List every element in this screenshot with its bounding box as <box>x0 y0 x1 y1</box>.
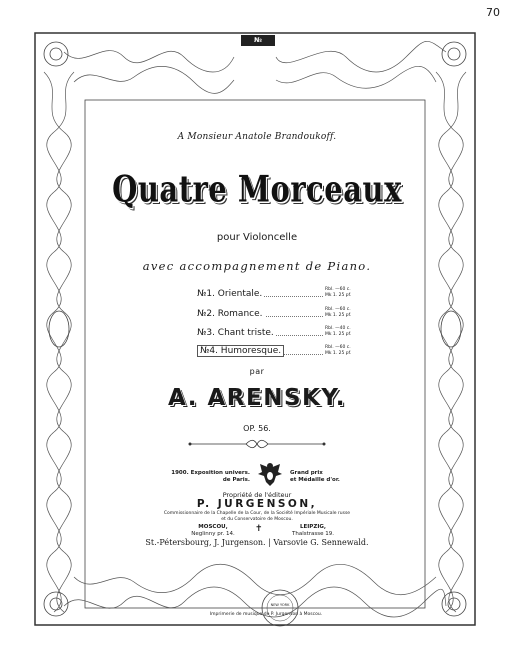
piece-name: №3. Chant triste. <box>197 328 274 338</box>
piece-item <box>197 287 357 303</box>
ornamental-divider <box>186 439 328 449</box>
par-label: par <box>249 367 265 376</box>
price-rubles: Rbl. —60 c. <box>325 307 351 312</box>
city-moscow <box>168 524 258 538</box>
piece-price <box>325 345 357 357</box>
price-rubles: Rbl. —40 c. <box>325 326 351 331</box>
commission-text <box>0 511 514 523</box>
cross-icon: ✝ <box>255 524 263 534</box>
piece-item <box>197 326 357 342</box>
city-name: MOSCOU, <box>198 524 228 530</box>
publisher: P. JURGENSON, <box>196 498 318 510</box>
accompaniment: avec accompagnement de Piano. <box>142 259 372 273</box>
exposition-line: de Paris. <box>222 477 250 483</box>
exposition-left <box>170 470 250 484</box>
exposition-right <box>290 470 350 484</box>
commission-line: Commissionnaire de la Chapelle de la Cour, de la Société Impériale Musicale russe <box>163 511 351 516</box>
price-rubles: Rbl. —60 c. <box>325 287 351 292</box>
imperial-eagle-icon <box>256 460 284 488</box>
price-marks: Mk 1. 25 pf. <box>325 313 352 318</box>
page-number: 70 <box>486 6 500 19</box>
piece-name: №4. Humoresque. <box>197 345 284 357</box>
price-rubles: Rbl. —60 c. <box>325 345 351 350</box>
piece-name: №1. Orientale. <box>197 289 263 299</box>
imprint: Imprimerie de musique de P. Jurgenson à Moscou. <box>209 612 323 617</box>
city-name: LEIPZIG, <box>300 524 326 530</box>
city-leipzig <box>268 524 358 538</box>
price-marks: Mk 1. 25 pf. <box>325 293 352 298</box>
piece-price <box>325 287 357 299</box>
plate-number: № 23805 <box>241 35 275 46</box>
exposition-line: Grand prix <box>290 470 323 476</box>
city-address: Neglinny pr. 14. <box>191 531 235 537</box>
library-stamp-icon <box>260 588 300 628</box>
stamp-text: NEW YORK <box>270 603 290 607</box>
city-address: Thalstrasse 19. <box>291 531 334 537</box>
price-marks: Mk 1. 25 pf. <box>325 332 352 337</box>
branches: St.-Pétersbourg, J. Jurgenson. | Varsovie G. Sennewald. <box>145 538 369 547</box>
opus-number: OP. 56. <box>243 424 271 433</box>
propriete-label: Propriété de l'éditeur <box>222 491 292 499</box>
piece-name: №2. Romance. <box>197 309 263 319</box>
instrument: pour Violoncelle <box>216 232 298 243</box>
piece-item <box>197 307 357 323</box>
exposition-line: et Médaille d'or. <box>290 477 340 483</box>
piece-item-selected <box>197 345 357 361</box>
dotted-leader <box>257 316 323 317</box>
dotted-leader <box>257 296 323 297</box>
piece-price <box>325 307 357 319</box>
composer: A. ARENSKY. <box>168 385 346 411</box>
piece-price <box>325 326 357 338</box>
dedication: A Monsieur Anatole Brandoukoff. <box>177 132 337 142</box>
commission-line: et du Conservatoire de Moscou. <box>221 517 293 522</box>
exposition-line: 1900. Exposition univers. <box>171 470 250 476</box>
price-marks: Mk 1. 25 pf. <box>325 351 352 356</box>
title: Quatre Morceaux <box>112 167 402 211</box>
